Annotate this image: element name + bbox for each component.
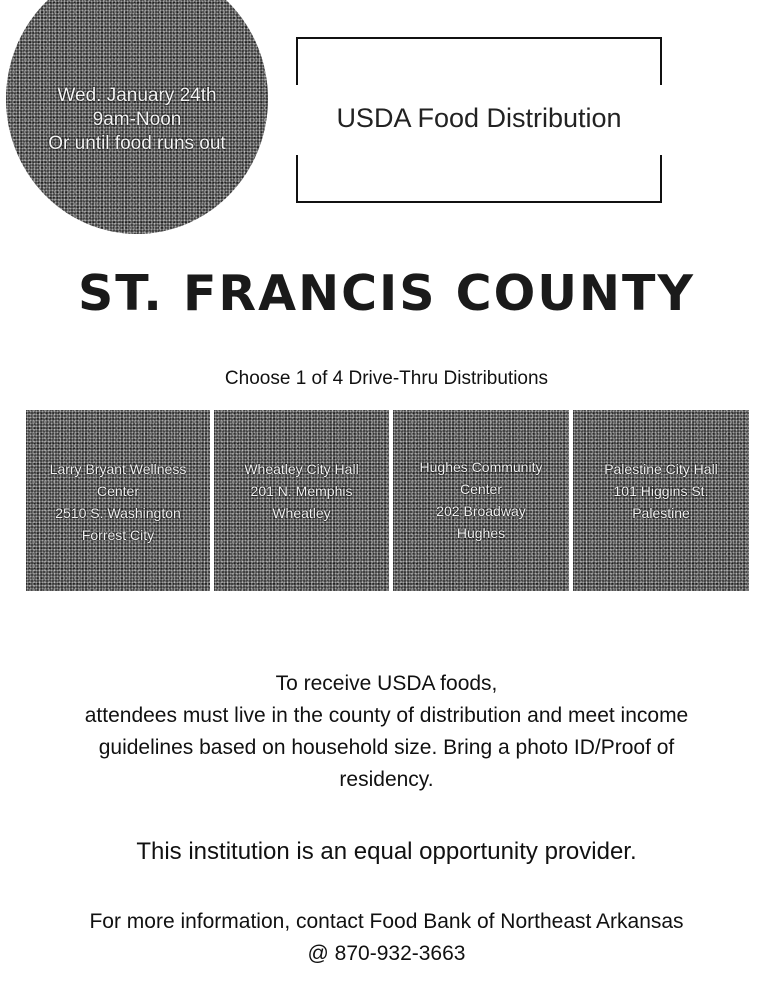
site-name: Palestine City Hall bbox=[604, 461, 718, 477]
site-city: Palestine bbox=[632, 505, 690, 521]
site-city: Forrest City bbox=[81, 527, 155, 543]
requirements-line: guidelines based on household size. Bring a photo ID/Proof of bbox=[98, 736, 675, 759]
site-city: Hughes bbox=[456, 525, 506, 541]
contact-line: For more information, contact Food Bank of Northeast Arkansas bbox=[89, 910, 684, 933]
event-note: Or until food runs out bbox=[48, 133, 226, 154]
equal-opportunity-statement: This institution is an equal opportunity provider. bbox=[136, 838, 637, 865]
site-name-cont: Center bbox=[96, 483, 140, 499]
choose-instruction: Choose 1 of 4 Drive-Thru Distributions bbox=[224, 368, 549, 389]
event-date-badge bbox=[6, 0, 268, 234]
county-heading: ST. FRANCIS COUNTY bbox=[78, 265, 695, 322]
site-address: 2510 S. Washington bbox=[55, 505, 181, 521]
contact-phone: @ 870-932-3663 bbox=[307, 942, 466, 965]
site-tile-palestine bbox=[573, 410, 749, 591]
site-name: Hughes Community bbox=[419, 459, 543, 475]
event-time: 9am-Noon bbox=[92, 109, 182, 130]
site-address: 101 Higgins St. bbox=[613, 483, 709, 499]
site-city: Wheatley bbox=[272, 505, 331, 521]
frame-bottom-bracket bbox=[296, 155, 662, 203]
site-tile-forrest-city bbox=[26, 410, 210, 591]
event-date: Wed. January 24th bbox=[57, 85, 217, 106]
site-tile-wheatley bbox=[214, 410, 389, 591]
site-address: 202 Broadway bbox=[436, 503, 526, 519]
site-name: Larry Bryant Wellness bbox=[49, 461, 187, 477]
eligibility-requirements bbox=[20, 668, 753, 796]
requirements-line: attendees must live in the county of distribution and meet income bbox=[84, 704, 689, 727]
site-name: Wheatley City Hall bbox=[244, 461, 359, 477]
title-frame bbox=[296, 37, 662, 203]
site-address: 201 N. Memphis bbox=[250, 483, 353, 499]
frame-top-bracket bbox=[296, 37, 662, 85]
site-tile-hughes bbox=[393, 410, 569, 591]
site-name-cont: Center bbox=[459, 481, 503, 497]
page-title: USDA Food Distribution bbox=[336, 103, 622, 133]
requirements-line: residency. bbox=[339, 768, 434, 791]
contact-info bbox=[0, 906, 773, 970]
requirements-line: To receive USDA foods, bbox=[275, 672, 498, 695]
